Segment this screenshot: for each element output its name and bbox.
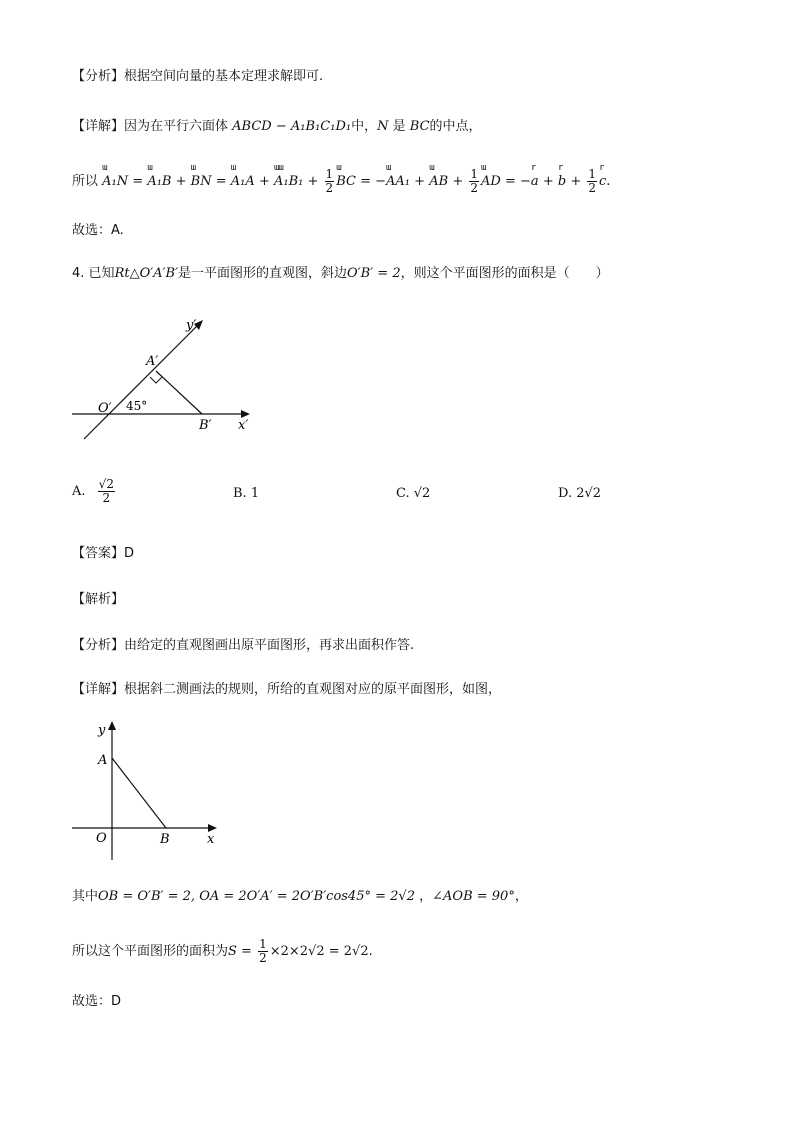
vector-arrow-mark: ɯ — [102, 163, 107, 173]
detail-tag: 【详解】 — [72, 119, 125, 134]
option-c[interactable] — [396, 486, 430, 501]
answer-line — [72, 545, 134, 563]
label-y: y — [98, 723, 106, 738]
label-b: B — [160, 832, 170, 847]
question-text-b: 是一平面图形的直观图，斜边 — [178, 266, 348, 281]
question-4 — [72, 265, 609, 283]
vector-a1n: ɯ A₁N — [102, 173, 128, 191]
option-b-value: 1 — [250, 486, 260, 501]
option-d-value: 2√2 — [576, 486, 602, 501]
option-d-letter: D. — [558, 486, 573, 501]
label-x: x — [207, 832, 215, 847]
vector-formula: 所以 ɯ A₁N = ɯ A₁B + ɯ BN = ɯ A₁A + ɯɯ A₁B₁ + $\frac{1}{2}$ ɯ BC = − ɯ AA₁ + ɯ AB + $\frac{1}{2}$ ɯ AD = − r a + r b + $\frac{1}{2}$ r c. — [72, 168, 610, 195]
option-b[interactable] — [233, 486, 259, 501]
detail-2 — [72, 681, 501, 699]
original-figure — [62, 712, 232, 867]
vector-ab: ɯ AB — [429, 163, 449, 189]
analysis-2 — [72, 637, 414, 655]
y-axis-arrowhead — [108, 721, 116, 730]
formula-3 — [72, 938, 373, 965]
label-o: O — [96, 831, 107, 846]
detail-text-a: 因为在平行六面体 — [124, 119, 229, 134]
question-text-a: 已知 — [88, 266, 115, 281]
label-o-prime: O′ — [98, 401, 112, 416]
oblique-projection-figure — [60, 305, 280, 450]
parallelepiped-base: ABCD — [232, 119, 272, 134]
choice-2: 故选：D — [72, 994, 122, 1009]
formula-2-angle: ∠AOB = 90° — [432, 889, 515, 904]
vector-bn: ɯ BN — [190, 163, 212, 189]
label-a-prime: A′ — [146, 354, 159, 369]
vector-b: r b — [557, 163, 567, 189]
choice-1: 故选：A. — [72, 223, 124, 238]
formula-2-prefix: 其中 — [72, 889, 99, 904]
segment-a-b — [156, 371, 202, 414]
fraction-half: $\frac{1}{2}$ — [325, 167, 334, 195]
analysis-2-tag: 【分析】 — [72, 638, 125, 653]
detail-2-text: 根据斜二测画法的规则，所给的直观图对应的原平面图形，如图， — [124, 682, 502, 697]
label-b-prime: B′ — [199, 418, 212, 433]
option-a-fraction: $\frac{√2}{2}$ — [98, 477, 114, 505]
detail-text-c: 是 — [392, 119, 406, 134]
analysis-1 — [72, 68, 323, 86]
option-c-letter: C. — [396, 486, 410, 501]
option-a[interactable] — [72, 478, 117, 505]
formula-3-rest: ×2×2√2 = 2√2 — [269, 944, 369, 959]
formula-3-fraction: $\frac{1}{2}$ — [259, 937, 267, 965]
vector-a1b: ɯ A₁B — [147, 163, 172, 189]
label-y-prime: y′ — [186, 318, 197, 333]
detail-text-d: 的中点， — [429, 119, 482, 134]
label-angle: 45° — [126, 399, 148, 413]
answer-tag: 【答案】 — [72, 546, 125, 561]
fraction-half: $\frac{1}{2}$ — [470, 167, 478, 195]
option-d[interactable] — [558, 486, 601, 501]
rt-triangle: Rt△O′A′B′ — [114, 266, 179, 281]
analysis-2-text: 由给定的直观图画出原平面图形，再求出面积作答. — [124, 638, 415, 653]
vector-a1a: ɯ A₁A — [230, 163, 255, 189]
x-axis-arrowhead — [208, 824, 217, 832]
jiexi-tag: 【解析】 — [72, 592, 125, 607]
x-axis-arrowhead — [241, 410, 250, 418]
vector-a1b1: ɯɯ A₁B₁ — [273, 163, 304, 189]
vector-bc: ɯ BC — [336, 163, 356, 189]
dash: − — [275, 119, 287, 134]
point-n: N — [377, 119, 389, 134]
analysis-tag: 【分析】 — [72, 69, 125, 84]
vector-a: r a — [530, 163, 539, 189]
vector-c: r c — [599, 163, 607, 189]
detail-text-b: 中， — [351, 119, 378, 134]
question-text-c: ，则这个平面图形的面积是（ ） — [400, 266, 609, 281]
option-c-value: √2 — [413, 486, 431, 501]
detail-1 — [72, 118, 482, 136]
label-x-prime: x′ — [238, 418, 249, 433]
question-number: 4. — [72, 266, 85, 281]
y-prime-axis — [84, 323, 200, 439]
formula-prefix: 所以 — [72, 174, 99, 189]
formula-3-end: . — [368, 944, 373, 959]
formula-3-s: S = — [228, 944, 252, 959]
hypotenuse-eq: O′B′ = 2 — [347, 266, 401, 281]
detail-2-tag: 【详解】 — [72, 682, 125, 697]
right-angle-mark — [150, 377, 162, 383]
option-b-letter: B. — [233, 486, 247, 501]
fraction-half: $\frac{1}{2}$ — [588, 167, 597, 195]
segment-bc: BC — [409, 119, 430, 134]
parallelepiped-top: A₁B₁C₁D₁ — [290, 119, 352, 134]
analysis-text: 根据空间向量的基本定理求解即可. — [124, 69, 324, 84]
formula-2 — [72, 888, 528, 906]
vector-aa1: ɯ AA₁ — [386, 163, 411, 189]
answer-value: D — [124, 546, 135, 561]
formula-2-expr: OB = O′B′ = 2, OA = 2O′A′ = 2O′B′cos45° = 2√2 — [98, 889, 415, 904]
option-a-letter: A. — [72, 484, 86, 499]
segment-ab — [112, 758, 166, 828]
formula-3-prefix: 所以这个平面图形的面积为 — [72, 944, 229, 959]
formula-2-end: ， — [514, 889, 528, 904]
label-a: A — [98, 753, 108, 768]
vector-ad: ɯ AD — [481, 163, 501, 189]
formula-2-sep: ， — [419, 889, 433, 904]
